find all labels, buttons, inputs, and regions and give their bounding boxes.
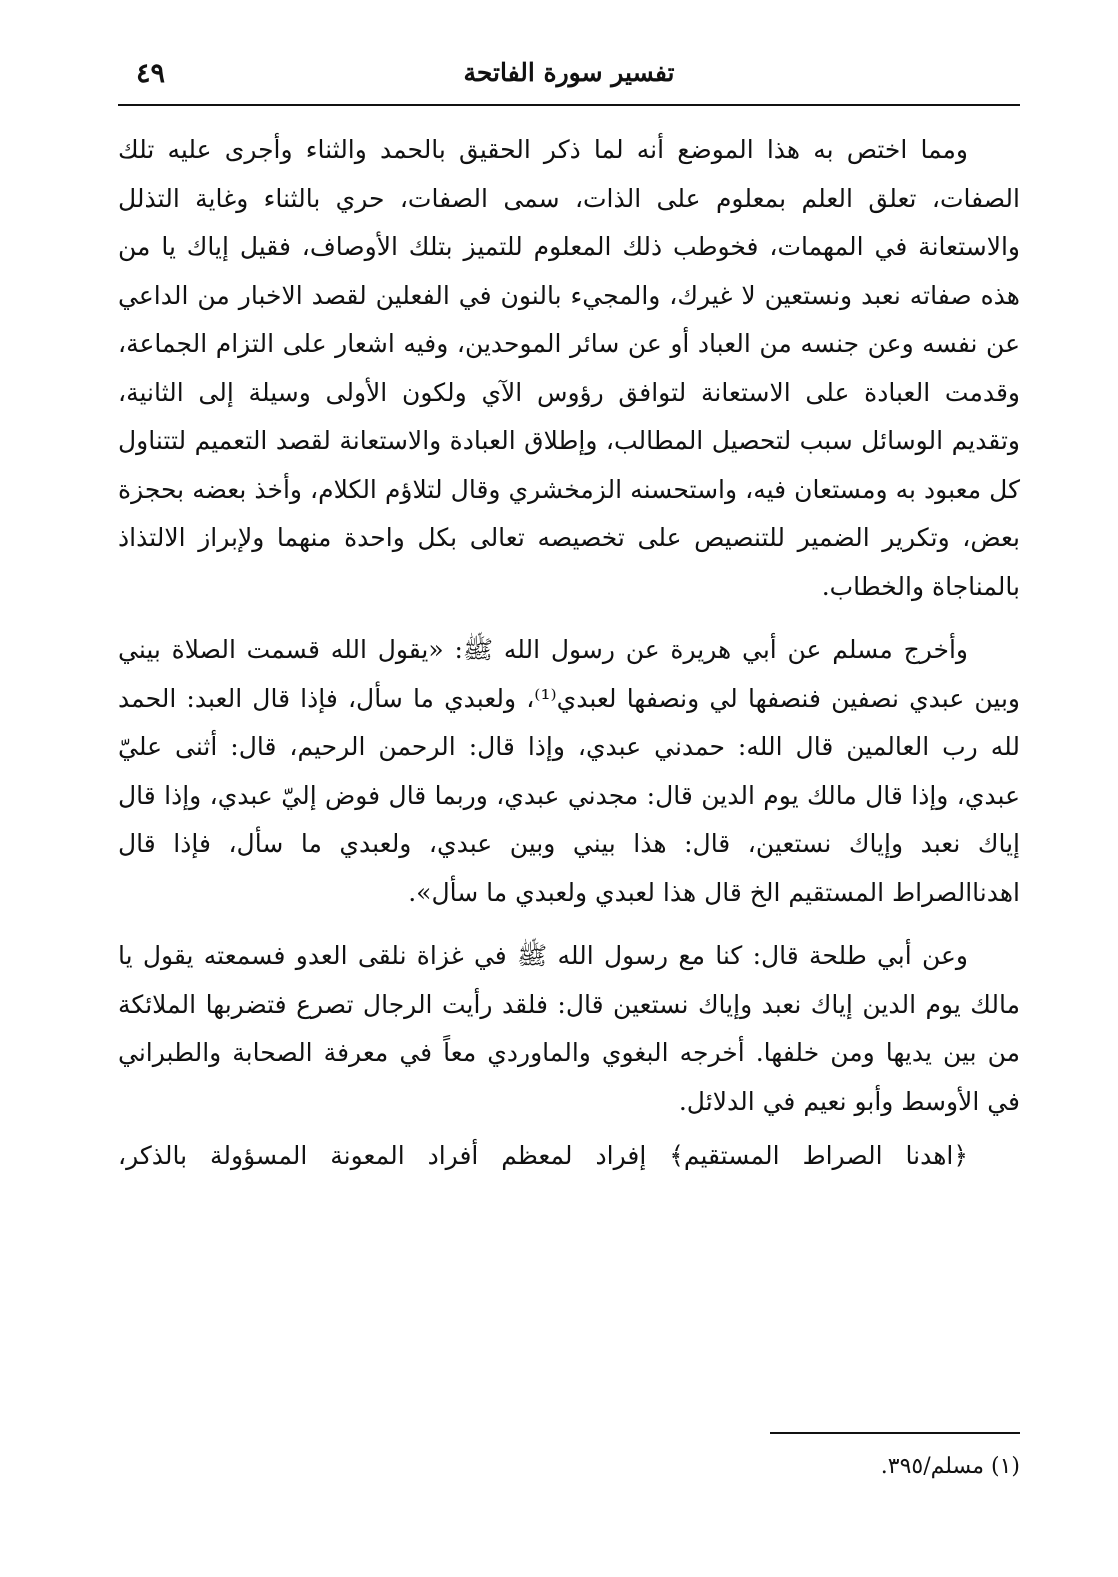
header-divider — [118, 104, 1020, 106]
paragraph-hadith-muslim: وأخرج مسلم عن أبي هريرة عن رسول الله ﷺ: «يقول الله قسمت الصلاة بيني وبين عبدي نصفين فنصفها لي ونصفها لعبدي⁽¹⁾، ولعبدي ما سأل، فإذا قال العبد: الحمد لله رب العالمين قال الله: حمدني عبدي، وإذا قال: الرحمن الرحيم، قال: أثنى عليّ عبدي، وإذا قال مالك يوم الدين قال: مجدني عبدي، وربما قال فوض إليّ عبدي، وإذا قال إياك نعبد وإياك نستعين، قال: هذا بيني وبين عبدي، ولعبدي ما سأل، فإذا قال اهدناالصراط المستقيم الخ قال هذا لعبدي ولعبدي ما سأل». — [118, 635, 1020, 907]
running-title: تفسير سورة الفاتحة — [463, 58, 675, 87]
footnote-divider — [770, 1432, 1020, 1434]
page-number: ٤٩ — [136, 58, 166, 89]
paragraph-commentary: ومما اختص به هذا الموضع أنه لما ذكر الحقيق بالحمد والثناء وأجرى عليه تلك الصفات، تعلق العلم بمعلوم على الذات، سمى الصفات، حري بالثناء وغاية التذلل والاستعانة في المهمات، فخوطب ذلك المعلوم للتميز بتلك الأوصاف، فقيل إياك يا من هذه صفاته نعبد ونستعين لا غيرك، والمجيء بالنون في الفعلين لقصد الاخبار من الداعي عن نفسه وعن جنسه من العباد أو عن سائر الموحدين، وفيه اشعار على التزام الجماعة، وقدمت العبادة على الاستعانة لتوافق رؤوس الآي ولكون الأولى وسيلة إلى الثانية، وتقديم الوسائل سبب لتحصيل المطالب، وإطلاق العبادة والاستعانة لقصد التعميم لتتناول كل معبود به ومستعان فيه، واستحسنه الزمخشري وقال لتلاؤم الكلام، وأخذ بعضه بحجزة بعض، وتكرير الضمير للتنصيص على تخصيصه تعالى بكل واحدة منهما ولإبراز الالتذاذ بالمناجاة والخطاب. — [118, 135, 1020, 601]
footnote: (١) مسلم/٣٩٥. — [880, 1454, 1020, 1479]
page-header — [118, 52, 1020, 104]
paragraph-verse-commentary: ﴿اهدنا الصراط المستقيم﴾ إفراد لمعظم أفراد المعونة المسؤولة بالذكر، — [118, 1141, 968, 1170]
paragraph-hadith-abu-talha: وعن أبي طلحة قال: كنا مع رسول الله ﷺ في غزاة نلقى العدو فسمعته يقول يا مالك يوم الدين إياك نعبد وإياك نستعين قال: فلقد رأيت الرجال تصرع فتضربها الملائكة من بين يديها ومن خلفها. أخرجه البغوي والماوردي معاً في معرفة الصحابة والطبراني في الأوسط وأبو نعيم في الدلائل. — [118, 941, 1020, 1116]
body-text — [118, 126, 1020, 1181]
